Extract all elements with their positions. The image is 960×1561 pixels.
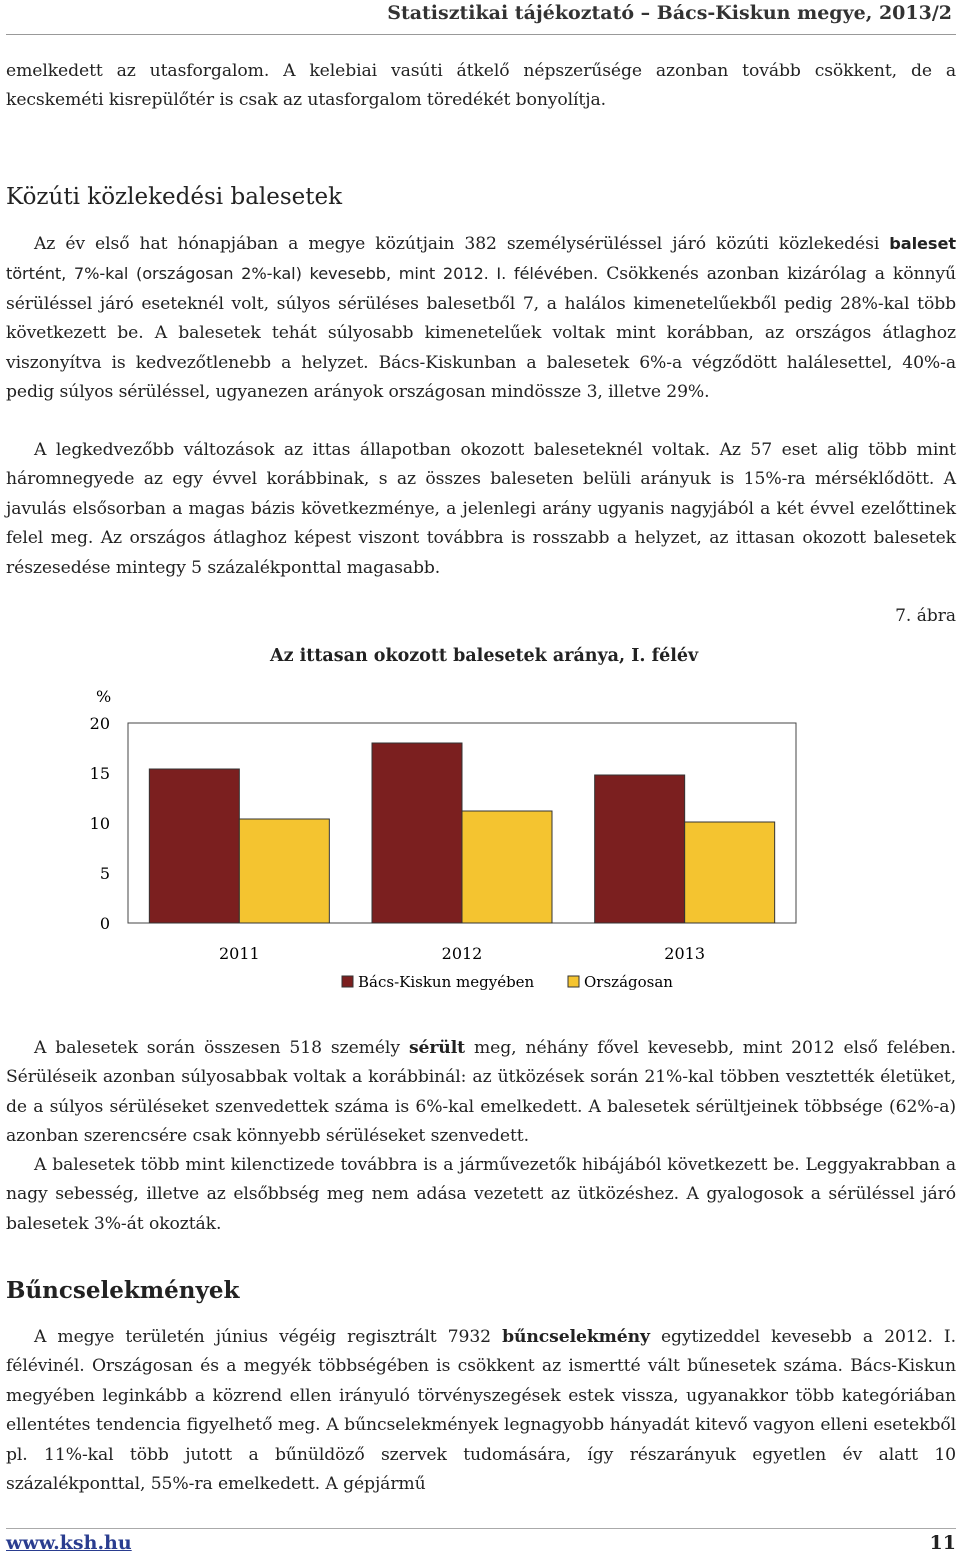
injured-paragraph bbox=[6, 1034, 956, 1152]
legend-label: Bács-Kiskun megyében bbox=[358, 973, 535, 991]
bar-chart bbox=[80, 640, 900, 1010]
section-heading-accidents: Közúti közlekedési balesetek bbox=[6, 184, 343, 210]
bar-county-2013 bbox=[595, 775, 685, 923]
section-heading-crimes: Bűncselekmények bbox=[6, 1277, 240, 1304]
crimes-bold-term: bűncselekmény bbox=[502, 1327, 650, 1347]
p3-text-b: meg, néhány fővel kevesebb, mint 2012 első felében. Sérüléseik azonban súlyosabbak voltak a korábbinál: az ütközések során 21%-kal többen vesztették életüket, de a súlyos sérüléseket szenvedettek száma is 6%-kal emelkedett. A balesetek sérültjeinek többsége (62%-a) azonban szerencsére csak könnyebb sérüléseket szenvedett. bbox=[6, 1038, 957, 1147]
intro-paragraph: emelkedett az utasforgalom. A kelebiai vasúti átkelő népszerűsége azonban tovább csökkent, de a kecskeméti kisrepülőtér is csak az utasforgalom töredékét bonyolítja. bbox=[6, 61, 956, 111]
y-axis-ticks bbox=[90, 714, 110, 933]
accidents-paragraph-2: A legkedvezőbb változások az ittas állapotban okozott baleseteknél voltak. Az 57 eset alig több mint háromnegyede az egy évvel korábbinak, s az összes baleseten belüli arányuk is 15%-ra mérséklődött. A javulás elsősorban a magas bázis következménye, a jelenlegi arány ugyanis nagyjából a két évvel ezelőttinek felel meg. Az országos átlaghoz képest viszont továbbra is rosszabb a helyzet, az ittasan okozott balesetek részesedése mintegy 5 százalékponttal magasabb. bbox=[6, 440, 956, 578]
crimes-text-a: A megye területén június végéig regisztrált 7932 bbox=[34, 1327, 503, 1347]
bar-national-2011 bbox=[239, 819, 329, 923]
p1-text-a: Az év első hat hónapjában a megye közútjain 382 személysérüléssel járó közúti közlekedési bbox=[34, 234, 890, 254]
legend-label: Országosan bbox=[584, 973, 673, 991]
bar-group bbox=[149, 743, 774, 923]
bar-national-2013 bbox=[685, 822, 775, 923]
x-axis-ticks bbox=[219, 944, 705, 963]
x-tick-label: 2011 bbox=[218, 944, 260, 963]
x-tick-label: 2013 bbox=[664, 944, 706, 963]
p3-text-a: A balesetek során összesen 518 személy bbox=[34, 1038, 409, 1058]
running-header: Statisztikai tájékoztató – Bács-Kiskun megye, 2013/2 bbox=[387, 2, 952, 24]
causes-paragraph: A balesetek több mint kilenctizede továbbra is a járművezetők hibájából következett be. Leggyakrabban a nagy sebesség, illetve az elsőbbség meg nem adása vezetett az ütközéshez. A gyalogosok a sérüléssel járó balesetek 3%-át okozták. bbox=[6, 1155, 956, 1234]
page-number: 11 bbox=[929, 1532, 956, 1554]
footer-divider bbox=[6, 1528, 956, 1529]
chart-title: Az ittasan okozott balesetek aránya, I. félév bbox=[270, 646, 699, 666]
legend-swatch bbox=[568, 976, 579, 987]
x-tick-label: 2012 bbox=[441, 944, 483, 963]
p1-sans-text: történt, 7%-kal (országosan 2%-kal) kevesebb, mint 2012. I. félévében. bbox=[6, 264, 599, 284]
y-tick-label: 5 bbox=[99, 864, 110, 883]
p1-bold-term: baleset bbox=[889, 234, 956, 253]
p1-text-b: Csökkenés azonban kizárólag a könnyű sérüléssel járó eseteknél volt, súlyos sérüléses balesetből 7, a halálos kimenetelűekből pedig 28%-kal több következett be. A balesetek tehát súlyosabb kimenetelűek voltak mint korábban, az országos átlaghoz viszonyítva is kedvezőtlenebb a helyzet. Bács-Kiskunban a balesetek 6%-a végződött halálesettel, 40%-a pedig súlyos sérüléssel, ugyanezen arányok országosan mindössze 3, illetve 29%. bbox=[6, 264, 956, 403]
bar-county-2011 bbox=[149, 769, 239, 923]
y-tick-label: 10 bbox=[89, 814, 110, 833]
bar-county-2012 bbox=[372, 743, 462, 923]
y-tick-label: 15 bbox=[89, 764, 110, 783]
legend-swatch bbox=[342, 976, 353, 987]
accidents-paragraph-1 bbox=[6, 229, 956, 407]
ksh-website-link[interactable]: www.ksh.hu bbox=[6, 1532, 132, 1554]
bar-national-2012 bbox=[462, 811, 552, 923]
y-unit-label: % bbox=[96, 687, 112, 706]
crimes-paragraph bbox=[6, 1323, 956, 1499]
chart-canvas bbox=[80, 640, 900, 1010]
figure-label: 7. ábra bbox=[895, 606, 956, 626]
chart-legend bbox=[342, 973, 673, 991]
y-tick-label: 20 bbox=[89, 714, 110, 733]
y-tick-label: 0 bbox=[99, 914, 110, 933]
crimes-text-b: egytizeddel kevesebb a 2012. I. félévinél. Országosan és a megyék többségében is csökkent az ismertté vált bűnesetek száma. Bács-Kiskun megyében leginkább a közrend ellen irányuló törvényszegések estek vissza, ugyanakkor több kategóriában ellentétes tendencia figyelhető meg. A bűncselekmények legnagyobb hányadát kitevő vagyon elleni esetekből pl. 11%-kal több jutott a bűnüldöző szervek tudomására, így részarányuk egyetlen év alatt 10 százalékponttal, 55%-ra emelkedett. A gépjármű bbox=[6, 1327, 956, 1495]
p3-bold-term: sérült bbox=[408, 1038, 465, 1058]
header-divider bbox=[6, 34, 956, 35]
